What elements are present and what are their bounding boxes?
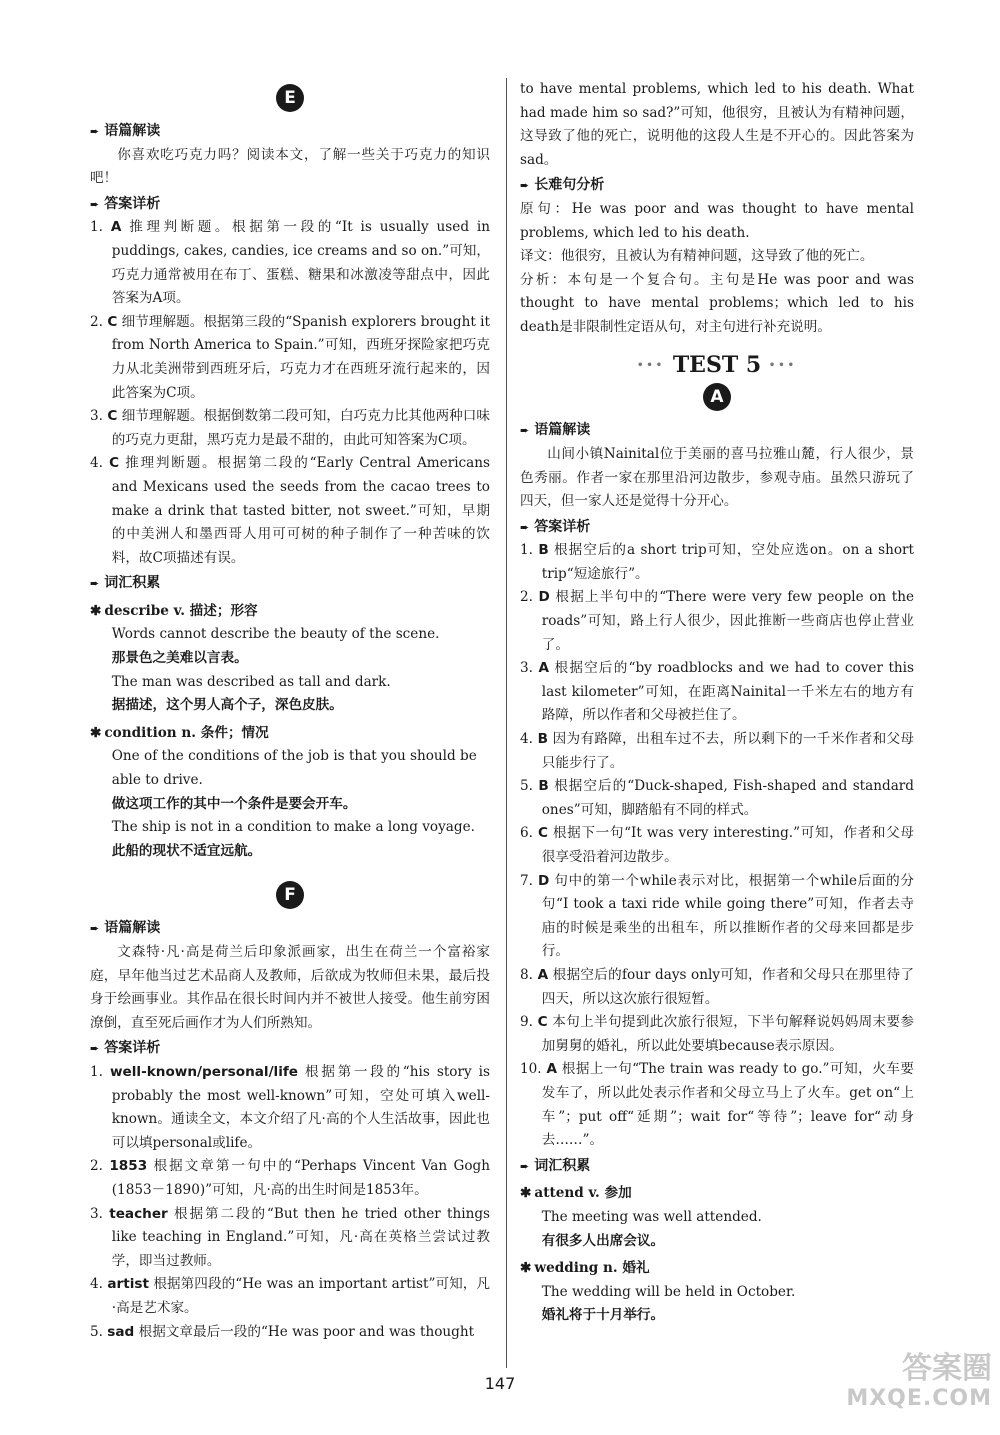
- answer-number: 4.: [90, 455, 110, 472]
- vocab-list-e: [90, 600, 490, 864]
- answer-explanation: 因为有路障，出租车过不去，所以剩下的一千米作者和父母只能步行了。: [541, 731, 914, 771]
- star-icon: ✱: [520, 1260, 532, 1277]
- left-column: [90, 78, 490, 1344]
- answer-item: [520, 964, 914, 1011]
- answer-key: B: [537, 731, 548, 748]
- section-heading-reading: ➨ 语篇解读: [90, 917, 490, 941]
- answer-explanation: 根据空后的a short trip可知，空处应选on。on a short trip“短途旅行”。: [541, 542, 914, 582]
- page-number: 147: [484, 1374, 516, 1393]
- answer-item: [90, 1203, 490, 1274]
- answer-number: 1.: [90, 219, 111, 236]
- arrow-icon: ➨: [90, 1042, 100, 1056]
- passage-summary-a: 山间小镇Nainital位于美丽的喜马拉雅山麓，行人很少，景色秀丽。作者一家在那里沿河边散步，参观寺庙。虽然只游玩了四天，但一家人还是觉得十分开心。: [520, 445, 914, 510]
- example-sentence-cn: 有很多人出席会议。: [541, 1232, 665, 1249]
- original-sentence: 原句：He was poor and was thought to have mental problems, which led to his death.: [520, 200, 914, 241]
- answer-number: 9.: [520, 1014, 538, 1031]
- example-sentence-cn: 做这项工作的其中一个条件是要会开车。: [111, 795, 357, 812]
- answer-item: [90, 452, 490, 570]
- answer-explanation: 根据文章第一句中的“Perhaps Vincent Van Gogh (1853－1890)”可知，凡·高的出生时间是1853年。: [111, 1158, 490, 1198]
- vocab-word: condition n. 条件；情况: [104, 724, 269, 741]
- answer-item: [520, 822, 914, 869]
- answer-explanation: 根据上半句中的“There were very few people on the roads”可知，路上行人很少，因此推断一些商店也停止营业了。: [541, 589, 914, 653]
- answer-key: C: [107, 313, 118, 330]
- answer-item: [90, 1273, 490, 1320]
- answer-list-a: [520, 539, 914, 1152]
- answer-key: well-known/personal/life: [110, 1063, 299, 1080]
- answer-explanation: 根据空后的four days only可知，作者和父母只在那里待了四天，所以这次旅行很短暂。: [541, 966, 915, 1007]
- answer-item: [90, 1321, 490, 1345]
- answer-key: D: [538, 589, 550, 606]
- answer-item: [90, 311, 490, 405]
- answer-explanation: 根据第四段的“He was an important artist”可知，凡·高是艺术家。: [111, 1276, 490, 1316]
- right-column: [520, 78, 914, 1328]
- answer-key: sad: [107, 1323, 135, 1340]
- answer-explanation: 本句上半句提到此次旅行很短，下半句解释说妈妈周末要参加舅舅的婚礼，所以此处要填because表示原因。: [541, 1014, 914, 1054]
- answer-number: 3.: [520, 660, 539, 677]
- arrow-icon: ➨: [90, 197, 100, 211]
- answer-key: artist: [107, 1276, 149, 1293]
- answer-key: C: [537, 1014, 548, 1031]
- answer-number: 3.: [90, 408, 108, 425]
- arrow-icon: ➨: [90, 125, 100, 138]
- answer-number: 1.: [90, 1063, 110, 1080]
- answer-number: 7.: [520, 872, 538, 889]
- answer-key: teacher: [109, 1205, 168, 1222]
- answer-list-e: [90, 216, 490, 570]
- arrow-icon: ➨: [90, 922, 100, 936]
- answer-number: 6.: [520, 825, 538, 842]
- translation: 译文：他很穷，且被认为有精神问题，这导致了他的死亡。: [520, 248, 874, 265]
- passage-summary-f: 文森特·凡·高是荷兰后印象派画家，出生在荷兰一个富裕家庭，早年他当过艺术品商人及教师，后欲成为牧师但未果，最后投身于绘画事业。其作品在很长时间内并不被世人接受。他生前穷困潦倒，直至死后画作才为人们所熟知。: [90, 944, 490, 1031]
- arrow-icon: ➨: [520, 1159, 530, 1173]
- example-sentence-en: Words cannot describe the beauty of the scene.: [111, 626, 440, 643]
- answer-number: 5.: [520, 778, 539, 795]
- answer-explanation: 根据上一句“The train was ready to go.”可知，火车要发车了，所以此处表示作者和父母立马上了火车。get on“上车”；put off“延期”；wait for“等待”；leave for“动身去……”。: [541, 1061, 914, 1149]
- answer-continuation: to have mental problems, which led to his death. What had made him so sad?”可知，他很穷，且被认为有精神问题，这导致了他的死亡，说明他的这段人生是不开心的。因此答案为sad。: [520, 81, 914, 168]
- answer-item: [520, 1011, 914, 1058]
- section-heading-reading: ➨ 语篇解读: [90, 120, 490, 144]
- arrow-icon: ➨: [520, 179, 530, 193]
- answer-key: A: [538, 660, 550, 677]
- section-heading-answers: ➨ 答案详析: [520, 516, 914, 540]
- section-badge-a: A: [703, 383, 731, 411]
- answer-explanation: 根据文章最后一段的“He was poor and was thought: [134, 1323, 475, 1340]
- answer-explanation: 根据空后的“Duck-shaped, Fish-shaped and standard ones”可知，脚踏船有不同的样式。: [541, 778, 915, 818]
- answer-number: 4.: [520, 731, 538, 748]
- column-divider: [506, 78, 507, 1368]
- example-sentence-en: One of the conditions of the job is that you should be able to drive.: [111, 748, 477, 789]
- answer-key: C: [109, 455, 120, 472]
- answer-item: [520, 657, 914, 728]
- test-title: ••• TEST 5 •••: [636, 351, 798, 378]
- vocab-entry: [520, 1257, 914, 1281]
- answer-explanation: 根据下一句“It was very interesting.”可知，作者和父母很享受沿着河边散步。: [541, 825, 915, 866]
- vocab-word: describe v. 描述；形容: [104, 602, 258, 619]
- answer-item: [90, 1155, 490, 1202]
- section-badge-f: F: [276, 881, 304, 909]
- example-sentence-en: The ship is not in a condition to make a long voyage.: [111, 819, 475, 836]
- answer-item: [520, 539, 914, 586]
- vocab-entry: [90, 722, 490, 746]
- example-sentence-cn: 此船的现状不适宜远航。: [111, 842, 262, 859]
- vocab-entry: [520, 1182, 914, 1206]
- vocab-word: attend v. 参加: [534, 1185, 632, 1202]
- example-sentence-en: The wedding will be held in October.: [541, 1283, 796, 1300]
- section-heading-vocab: ➨ 词汇积累: [520, 1155, 914, 1179]
- star-icon: ✱: [90, 602, 102, 619]
- dots-decoration: •••: [768, 359, 798, 371]
- answer-explanation: 根据第二段的“But then he tried other things like teaching in England.”可知，凡·高在英格兰尝试过教学，即当过教师。: [111, 1205, 490, 1269]
- answer-item: [520, 586, 914, 657]
- section-heading-answers: ➨ 答案详析: [90, 193, 490, 217]
- answer-explanation: 根据空后的“by roadblocks and we had to cover this last kilometer”可知，在距离Nainital一千米左右的地方有路障，所以作者和父母被拦住了。: [541, 660, 914, 724]
- answer-list-f: [90, 1061, 490, 1344]
- answer-number: 1.: [520, 542, 539, 559]
- answer-item: [520, 870, 914, 964]
- answer-key: C: [107, 408, 118, 425]
- example-sentence-cn: 据描述，这个男人高个子，深色皮肤。: [111, 697, 343, 714]
- answer-item: [90, 1061, 490, 1155]
- answer-number: 10.: [520, 1061, 547, 1078]
- answer-key: C: [537, 825, 548, 842]
- answer-key: B: [538, 542, 549, 559]
- section-heading-answers: ➨ 答案详析: [90, 1037, 490, 1061]
- answer-key: B: [538, 778, 549, 795]
- answer-number: 5.: [90, 1323, 108, 1340]
- star-icon: ✱: [520, 1185, 532, 1202]
- arrow-icon: ➨: [520, 520, 530, 534]
- passage-summary-e: 你喜欢吃巧克力吗？阅读本文，了解一些关于巧克力的知识吧！: [90, 146, 490, 187]
- answer-number: 2.: [90, 1158, 110, 1175]
- vocab-list-a: [520, 1182, 914, 1328]
- example-sentence-en: The man was described as tall and dark.: [111, 673, 391, 690]
- example-sentence-cn: 婚礼将于十月举行。: [541, 1307, 665, 1324]
- section-heading-vocab: ➨ 词汇积累: [90, 572, 490, 596]
- answer-item: [520, 775, 914, 822]
- example-sentence-en: The meeting was well attended.: [541, 1208, 762, 1225]
- vocab-word: wedding n. 婚礼: [534, 1260, 650, 1277]
- answer-number: 8.: [520, 966, 538, 983]
- answer-item: [520, 1058, 914, 1152]
- answer-number: 2.: [520, 589, 539, 606]
- analysis: 分析：本句是一个复合句。主句是He was poor and was thought to have mental problems；which led to his death是非限制性定语从句，对主句进行补充说明。: [520, 271, 914, 335]
- answer-explanation: 推理判断题。根据第一段的“It is usually used in puddings, cakes, candies, ice creams and so on.”可知，巧克力通常被用在布丁、蛋糕、糖果和冰激凌等甜点中，因此答案为A项。: [111, 219, 490, 307]
- answer-number: 4.: [90, 1276, 108, 1293]
- answer-key: D: [537, 872, 550, 889]
- section-heading-reading: ➨ 语篇解读: [520, 419, 914, 443]
- answer-item: [520, 728, 914, 775]
- answer-key: 1853: [109, 1158, 148, 1175]
- answer-explanation: 细节理解题。根据倒数第二段可知，白巧克力比其他两种口味的巧克力更甜，黑巧克力是最不甜的，由此可知答案为C项。: [111, 408, 490, 448]
- example-sentence-cn: 那景色之美难以言表。: [111, 650, 248, 667]
- dots-decoration: •••: [636, 359, 666, 371]
- answer-key: A: [537, 966, 549, 983]
- section-heading-long-sentence: ➨ 长难句分析: [520, 174, 914, 198]
- watermark-logo: 答案圈 MXQE.COM: [846, 1351, 992, 1411]
- vocab-entry: [90, 600, 490, 624]
- arrow-icon: ➨: [520, 424, 530, 438]
- star-icon: ✱: [90, 724, 102, 741]
- section-badge-e: E: [276, 84, 304, 112]
- answer-explanation: 推理判断题。根据第二段的“Early Central Americans and Mexicans used the seeds from the cacao trees to make a drink that tasted bitter, not sweet.”可知，早期的中美洲人和墨西哥人用可可树的种子制作了一种苦味的饮料，故C项描述有误。: [111, 455, 490, 566]
- answer-key: A: [546, 1061, 557, 1078]
- answer-item: [90, 405, 490, 452]
- answer-number: 2.: [90, 313, 108, 330]
- answer-explanation: 细节理解题。根据第三段的“Spanish explorers brought it from North America to Spain.”可知，西班牙探险家把巧克力从北美洲带到西班牙后，巧克力才在西班牙流行起来的，因此答案为C项。: [111, 313, 490, 401]
- answer-explanation: 句中的第一个while表示对比，根据第一个while后面的分句“I took a taxi ride while going there”可知，作者去寺庙的时候是乘坐的出租车，所以推断作者的父母来回都是步行。: [541, 872, 914, 960]
- answer-item: [90, 216, 490, 310]
- answer-number: 3.: [90, 1205, 110, 1222]
- answer-explanation: 根据第一段的“his story is probably the most well-known”可知，空处可填入well-known。通读全文，本文介绍了凡·高的个人生活故事，因此也可以填personal或life。: [111, 1063, 490, 1151]
- answer-key: A: [110, 219, 122, 236]
- arrow-icon: ➨: [90, 577, 100, 591]
